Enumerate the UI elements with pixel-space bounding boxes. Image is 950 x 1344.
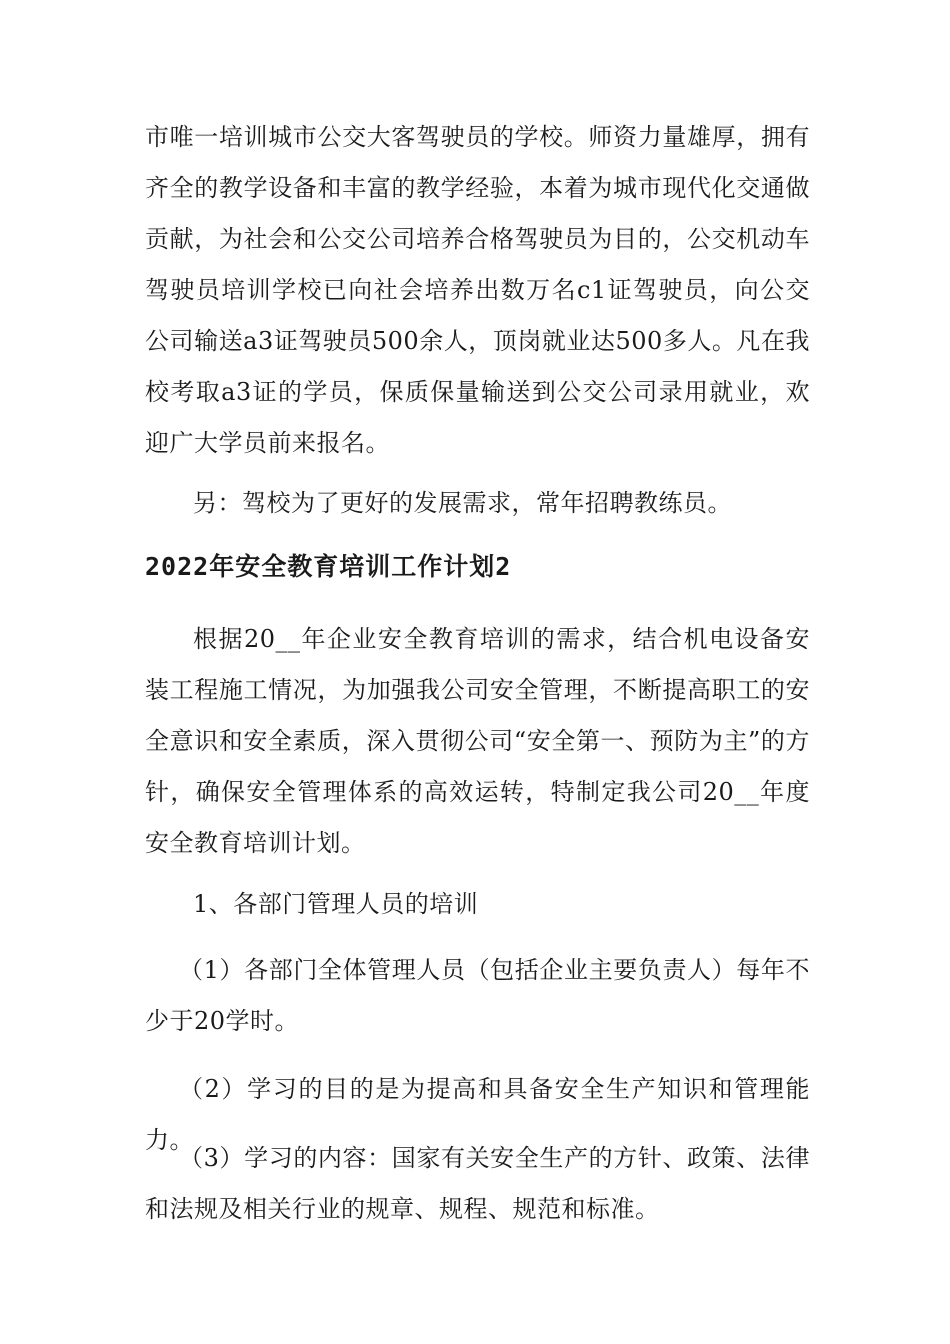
section-heading: 2022年安全教育培训工作计划2	[145, 552, 512, 581]
list-item-1: （1）各部门全体管理人员（包括企业主要负责人）每年不少于20学时。	[145, 956, 810, 1035]
section1-title: 1、各部门管理人员的培训	[193, 890, 479, 918]
paragraph-basis: 根据20__年企业安全教育培训的需求，结合机电设备安装工程施工情况，为加强我公司安全管理，不断提高职工的安全意识和安全素质，深入贯彻公司“安全第一、预防为主”的方针，确保安全管理体系的高效运转，特制定我公司20__年度安全教育培训计划。	[145, 625, 810, 857]
list-item-3: （3）学习的内容：国家有关安全生产的方针、政策、法律和法规及相关行业的规章、规程、规范和标准。	[145, 1144, 810, 1223]
paragraph-intro: 市唯一培训城市公交大客驾驶员的学校。师资力量雄厚，拥有齐全的教学设备和丰富的教学经验，本着为城市现代化交通做贡献，为社会和公交公司培养合格驾驶员为目的，公交机动车驾驶员培训学校已向社会培养出数万名c1证驾驶员，向公交公司输送a3证驾驶员500余人，顶岗就业达500多人。凡在我校考取a3证的学员，保质保量输送到公交公司录用就业，欢迎广大学员前来报名。	[145, 123, 810, 457]
paragraph-note: 另：驾校为了更好的发展需求，常年招聘教练员。	[193, 489, 732, 517]
list-item-2: （2）学习的目的是为提高和具备安全生产知识和管理能力。	[145, 1075, 810, 1154]
